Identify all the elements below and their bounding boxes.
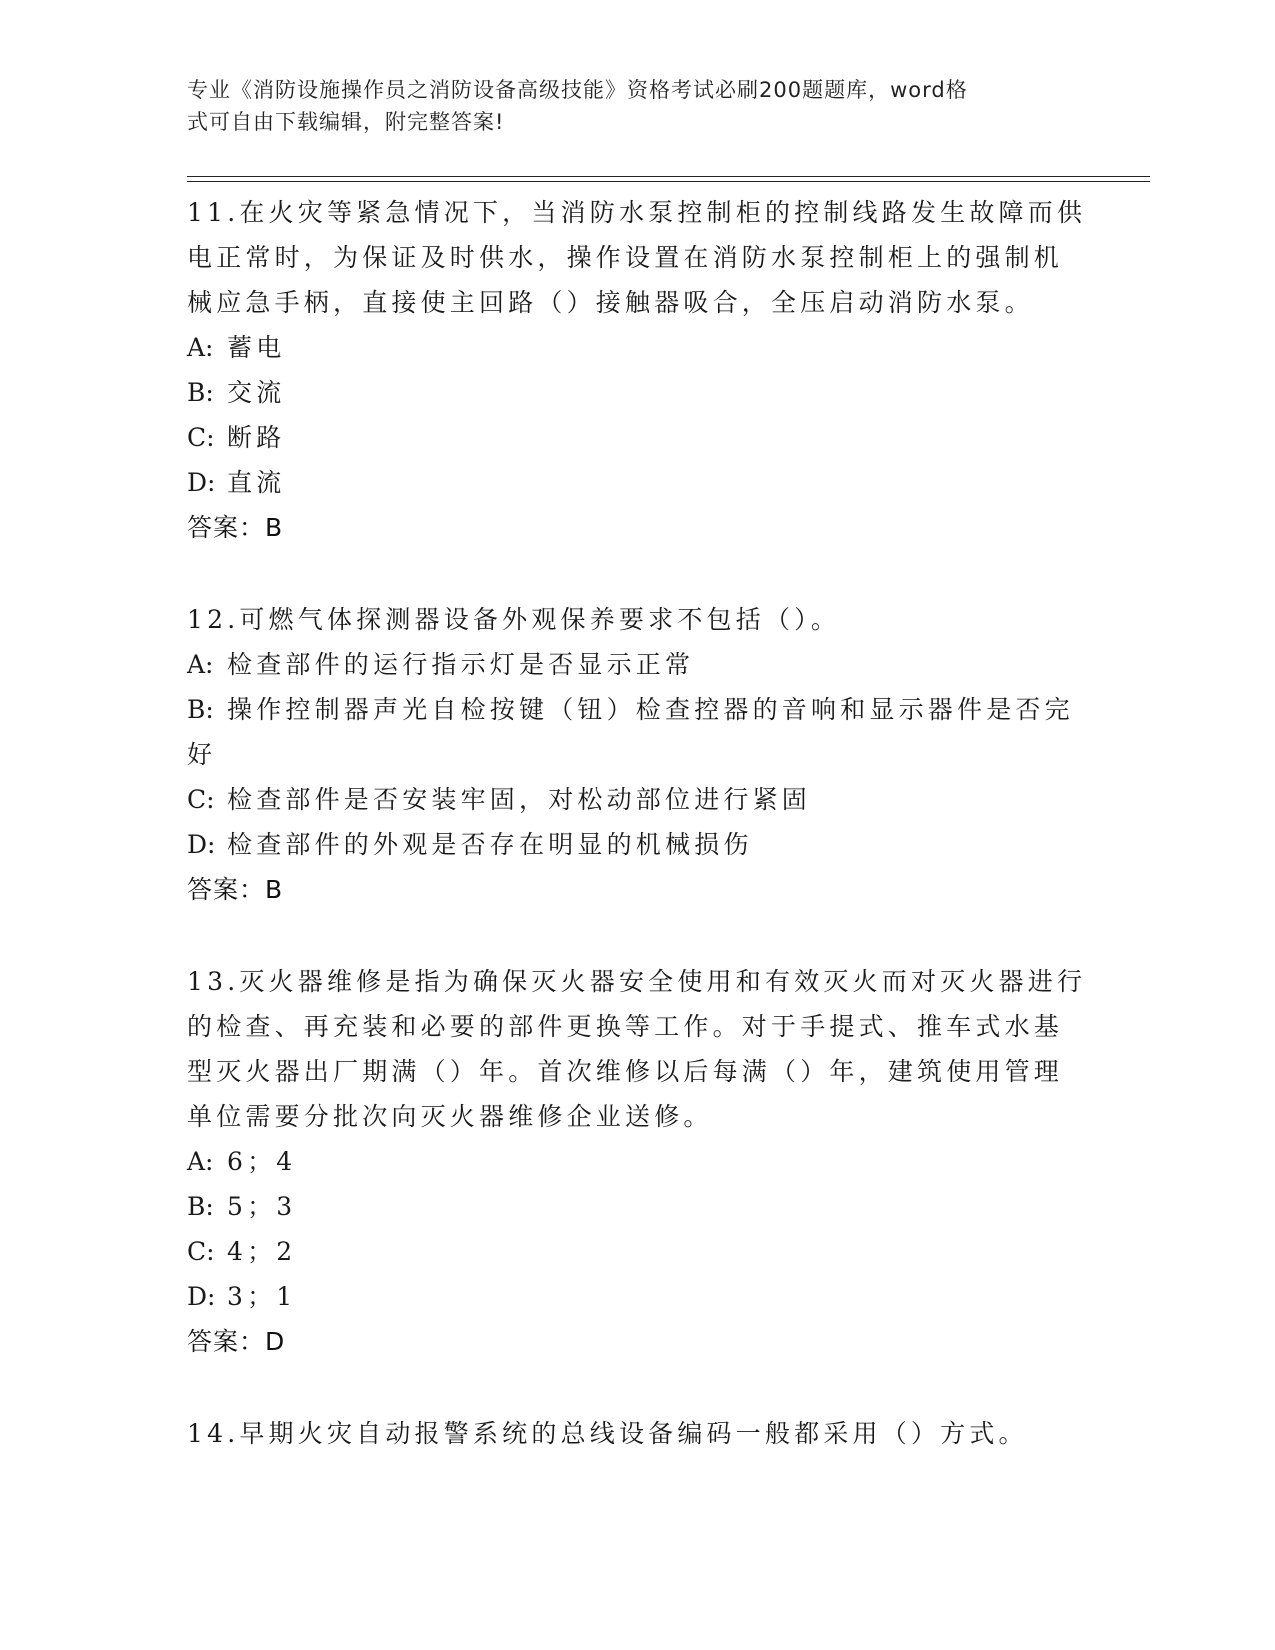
option-d bbox=[187, 1274, 1087, 1319]
option-text: 直流 bbox=[227, 468, 286, 497]
option-c bbox=[187, 777, 1087, 822]
option-text: 操作控制器声光自检按键（钮）检查控器的音响和显示器件是否完好 bbox=[187, 695, 1074, 769]
option-key: C: bbox=[187, 785, 215, 814]
option-text: 4；2 bbox=[227, 1237, 297, 1266]
option-a bbox=[187, 1139, 1087, 1184]
question-13 bbox=[187, 959, 1087, 1365]
option-key: B: bbox=[187, 378, 214, 407]
question-14 bbox=[187, 1411, 1087, 1456]
option-key: A: bbox=[187, 650, 214, 679]
option-text: 3；1 bbox=[227, 1282, 297, 1311]
question-stem: 14.早期火灾自动报警系统的总线设备编码一般都采用（）方式。 bbox=[187, 1419, 1028, 1448]
option-key: C: bbox=[187, 1237, 215, 1266]
option-d bbox=[187, 460, 1087, 505]
option-text: 检查部件的外观是否存在明显的机械损伤 bbox=[227, 830, 753, 859]
option-key: D: bbox=[187, 468, 216, 497]
question-stem: 12.可燃气体探测器设备外观保养要求不包括（）。 bbox=[187, 605, 841, 634]
option-text: 6；4 bbox=[227, 1147, 297, 1176]
option-key: A: bbox=[187, 333, 214, 362]
header-divider-top bbox=[187, 176, 1150, 177]
option-text: 断路 bbox=[227, 423, 286, 452]
header-line-2: 式可自由下载编辑，附完整答案! bbox=[187, 110, 505, 134]
option-b bbox=[187, 687, 1087, 777]
option-key: D: bbox=[187, 1282, 216, 1311]
answer-line: 答案：B bbox=[187, 875, 284, 904]
answer-line: 答案：D bbox=[187, 1327, 286, 1356]
document-header bbox=[187, 74, 1087, 138]
header-line-1: 专业《消防设施操作员之消防设备高级技能》资格考试必刷200题题库，word格 bbox=[187, 78, 968, 102]
option-a bbox=[187, 325, 1087, 370]
option-key: D: bbox=[187, 830, 216, 859]
option-text: 检查部件是否安装牢固，对松动部位进行紧固 bbox=[227, 785, 812, 814]
option-d bbox=[187, 822, 1087, 867]
option-a bbox=[187, 642, 1087, 687]
option-text: 蓄电 bbox=[227, 333, 286, 362]
option-key: A: bbox=[187, 1147, 214, 1176]
option-key: B: bbox=[187, 695, 214, 724]
question-11 bbox=[187, 190, 1087, 551]
question-list bbox=[187, 190, 1087, 1456]
question-stem: 11.在火灾等紧急情况下，当消防水泵控制柜的控制线路发生故障而供电正常时，为保证及时供水，操作设置在消防水泵控制柜上的强制机械应急手柄，直接使主回路（）接触器吸合，全压启动消防水泵。 bbox=[187, 198, 1087, 317]
option-key: C: bbox=[187, 423, 215, 452]
option-b bbox=[187, 1184, 1087, 1229]
header-divider-bottom bbox=[187, 181, 1150, 182]
option-text: 5；3 bbox=[227, 1192, 297, 1221]
option-c bbox=[187, 415, 1087, 460]
option-text: 交流 bbox=[227, 378, 286, 407]
question-stem: 13.灭火器维修是指为确保灭火器安全使用和有效灭火而对灭火器进行的检查、再充装和必要的部件更换等工作。对于手提式、推车式水基型灭火器出厂期满（）年。首次维修以后每满（）年，建筑使用管理单位需要分批次向灭火器维修企业送修。 bbox=[187, 967, 1087, 1131]
option-key: B: bbox=[187, 1192, 214, 1221]
option-b bbox=[187, 370, 1087, 415]
option-text: 检查部件的运行指示灯是否显示正常 bbox=[227, 650, 695, 679]
answer-line: 答案：B bbox=[187, 513, 284, 542]
option-c bbox=[187, 1229, 1087, 1274]
question-12 bbox=[187, 597, 1087, 913]
